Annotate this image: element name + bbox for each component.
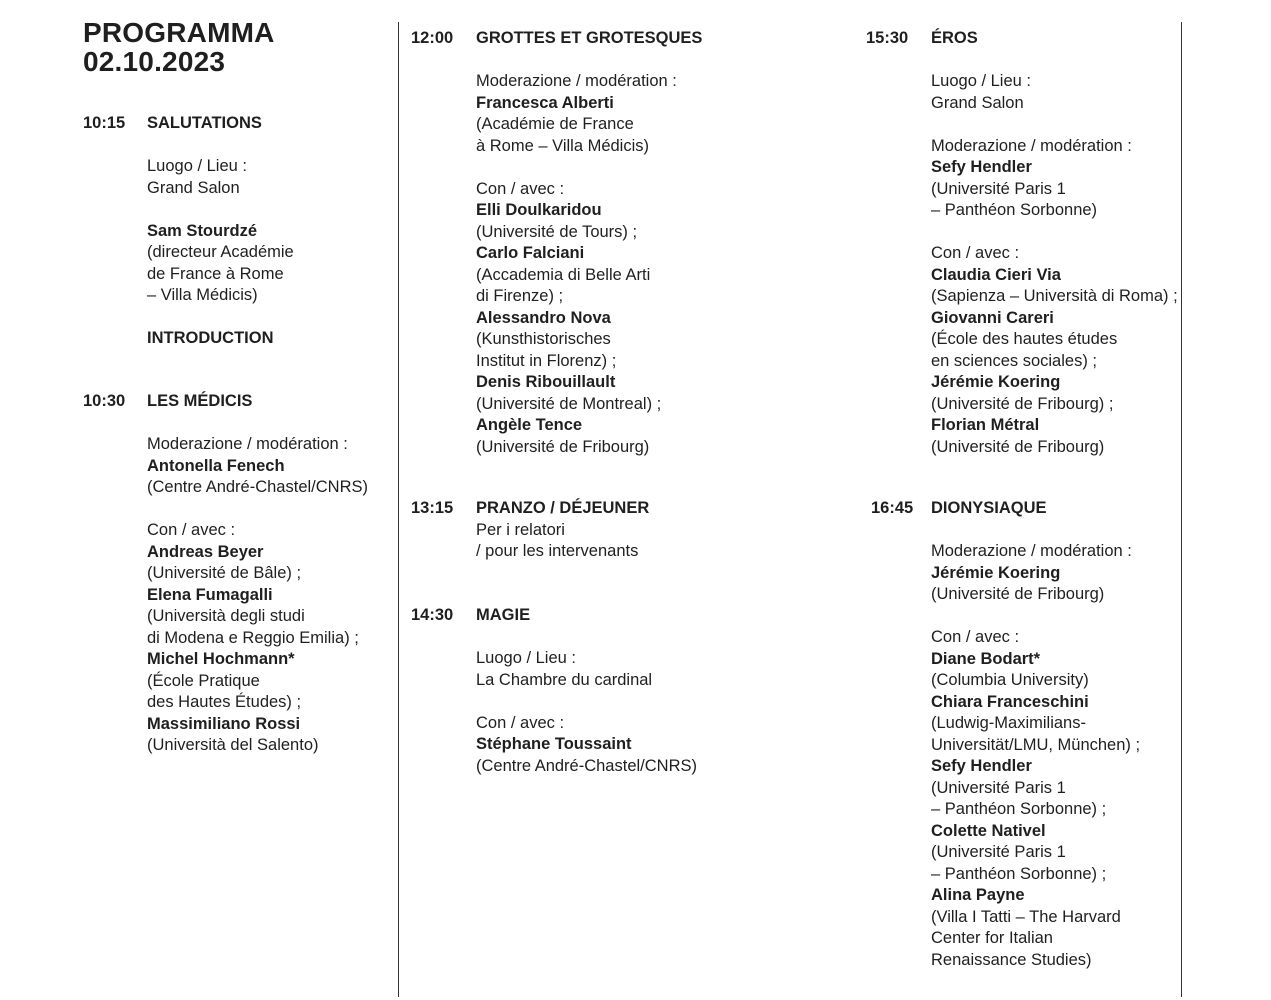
with-label: Con / avec : (476, 713, 565, 732)
participant-name: Michel Hochmann* (147, 650, 295, 668)
venue: La Chambre du cardinal (476, 670, 653, 689)
participant-affiliation: des Hautes Études) ; (147, 693, 302, 711)
participant-name: Florian Métral (931, 416, 1040, 434)
participant-affiliation: di Modena e Reggio Emilia) ; (147, 628, 359, 647)
moderator-name: Antonella Fenech (147, 456, 285, 475)
participant-affiliation: (Columbia University) (931, 671, 1089, 689)
moderator-name: Jérémie Koering (931, 563, 1061, 582)
moderator-affiliation: (Académie de France (476, 115, 634, 133)
participant-affiliation: (Université de Fribourg) (931, 437, 1105, 456)
participant-affiliation: (École des hautes études (931, 330, 1118, 348)
participant-name: Alina Payne (931, 886, 1025, 904)
participant-name: Chiara Franceschini (931, 692, 1089, 711)
participant-affiliation: Center for Italian (931, 929, 1053, 947)
participant-name: Angèle Tence (476, 416, 583, 434)
introduction-heading: INTRODUCTION (147, 329, 274, 347)
speaker-affiliation: (directeur Académie (147, 243, 294, 261)
participant-affiliation: Institut in Florenz) ; (476, 351, 617, 370)
participant-name: Colette Nativel (931, 821, 1046, 840)
participant-affiliation: (Kunsthistorisches (476, 330, 611, 348)
session-time: 10:30 (83, 392, 126, 410)
participant-affiliation: (Università del Salento) (147, 736, 319, 754)
session-time: 13:15 (411, 499, 454, 517)
session-title: ÉROS (931, 29, 978, 47)
venue-label: Luogo / Lieu : (931, 72, 1031, 90)
participant-affiliation: (École Pratique (147, 671, 260, 690)
participant-affiliation: Renaissance Studies) (931, 950, 1092, 969)
moderator-name: Sefy Hendler (931, 158, 1032, 176)
moderator-affiliation: – Panthéon Sorbonne) (931, 201, 1098, 219)
participant-affiliation: (Sapienza – Università di Roma) ; (931, 287, 1178, 305)
column-divider-2 (1181, 22, 1182, 997)
speaker-affiliation: – Villa Médicis) (147, 286, 258, 304)
participant-affiliation: – Panthéon Sorbonne) ; (931, 864, 1107, 883)
participant-name: Stéphane Toussaint (476, 735, 632, 753)
session-title: DIONYSIAQUE (931, 499, 1047, 517)
moderation-label: Moderazione / modération : (476, 72, 677, 90)
session-title: SALUTATIONS (147, 114, 262, 132)
with-label: Con / avec : (147, 521, 236, 539)
session-title: GROTTES ET GROTESQUES (476, 29, 703, 47)
speaker-name: Sam Stourdzé (147, 221, 258, 240)
with-label: Con / avec : (476, 179, 565, 198)
participant-name: Andreas Beyer (147, 542, 264, 561)
moderation-label: Moderazione / modération : (931, 542, 1132, 560)
participant-affiliation: (Université Paris 1 (931, 778, 1066, 797)
session-time: 14:30 (411, 606, 454, 624)
participant-name: Alessandro Nova (476, 308, 611, 327)
with-label: Con / avec : (931, 244, 1020, 262)
participant-name: Elena Fumagalli (147, 585, 273, 604)
session-time: 12:00 (411, 29, 454, 47)
title-date: 02.10.2023 (83, 46, 226, 77)
participant-affiliation: (Università degli studi (147, 607, 305, 625)
participant-affiliation: (Centre André-Chastel/CNRS) (476, 756, 697, 775)
session-note: Per i relatori (476, 520, 565, 539)
participant-affiliation: (Université de Tours) ; (476, 222, 638, 241)
participant-affiliation: di Firenze) ; (476, 287, 564, 305)
title-programma: PROGRAMMA (83, 17, 275, 48)
participant-affiliation: (Université de Montreal) ; (476, 394, 662, 413)
moderator-affiliation: (Centre André-Chastel/CNRS) (147, 478, 368, 496)
session-title: LES MÉDICIS (147, 392, 253, 410)
participant-affiliation: (Villa I Tatti – The Harvard (931, 907, 1121, 926)
participant-name: Giovanni Careri (931, 308, 1054, 327)
participant-affiliation: en sciences sociales) ; (931, 351, 1097, 370)
moderator-affiliation: (Université Paris 1 (931, 179, 1066, 198)
participant-name: Claudia Cieri Via (931, 265, 1061, 284)
session-time: 15:30 (866, 29, 909, 47)
moderator-name: Francesca Alberti (476, 93, 614, 112)
session-title: PRANZO / DÉJEUNER (476, 499, 650, 517)
venue-label: Luogo / Lieu : (476, 649, 576, 667)
moderation-label: Moderazione / modération : (931, 136, 1132, 155)
venue: Grand Salon (147, 178, 240, 197)
session-time: 16:45 (871, 499, 914, 517)
participant-name: Elli Doulkaridou (476, 201, 602, 219)
participant-affiliation: (Accademia di Belle Arti (476, 265, 651, 284)
participant-name: Carlo Falciani (476, 244, 585, 262)
participant-name: Diane Bodart* (931, 649, 1041, 668)
participant-affiliation: (Université de Fribourg) (476, 437, 650, 456)
participant-affiliation: (Université de Fribourg) ; (931, 394, 1114, 413)
participant-name: Massimiliano Rossi (147, 714, 301, 733)
participant-affiliation: Universität/LMU, München) ; (931, 735, 1141, 754)
session-time: 10:15 (83, 114, 126, 132)
with-label: Con / avec : (931, 628, 1020, 646)
participant-affiliation: (Université Paris 1 (931, 843, 1066, 861)
moderator-affiliation: à Rome – Villa Médicis) (476, 136, 650, 155)
session-title: MAGIE (476, 606, 531, 624)
column-divider-1 (398, 22, 399, 997)
session-note: / pour les intervenants (476, 542, 639, 560)
moderation-label: Moderazione / modération : (147, 435, 348, 453)
participant-affiliation: (Ludwig-Maximilians- (931, 714, 1086, 732)
venue-label: Luogo / Lieu : (147, 157, 247, 175)
participant-name: Sefy Hendler (931, 757, 1032, 775)
page-title (83, 18, 275, 76)
venue: Grand Salon (931, 93, 1024, 112)
participant-affiliation: (Université de Bâle) ; (147, 564, 302, 582)
moderator-affiliation: (Université de Fribourg) (931, 585, 1105, 603)
speaker-affiliation: de France à Rome (147, 264, 284, 283)
participant-name: Denis Ribouillault (476, 373, 616, 391)
participant-name: Jérémie Koering (931, 373, 1061, 391)
participant-affiliation: – Panthéon Sorbonne) ; (931, 800, 1107, 818)
